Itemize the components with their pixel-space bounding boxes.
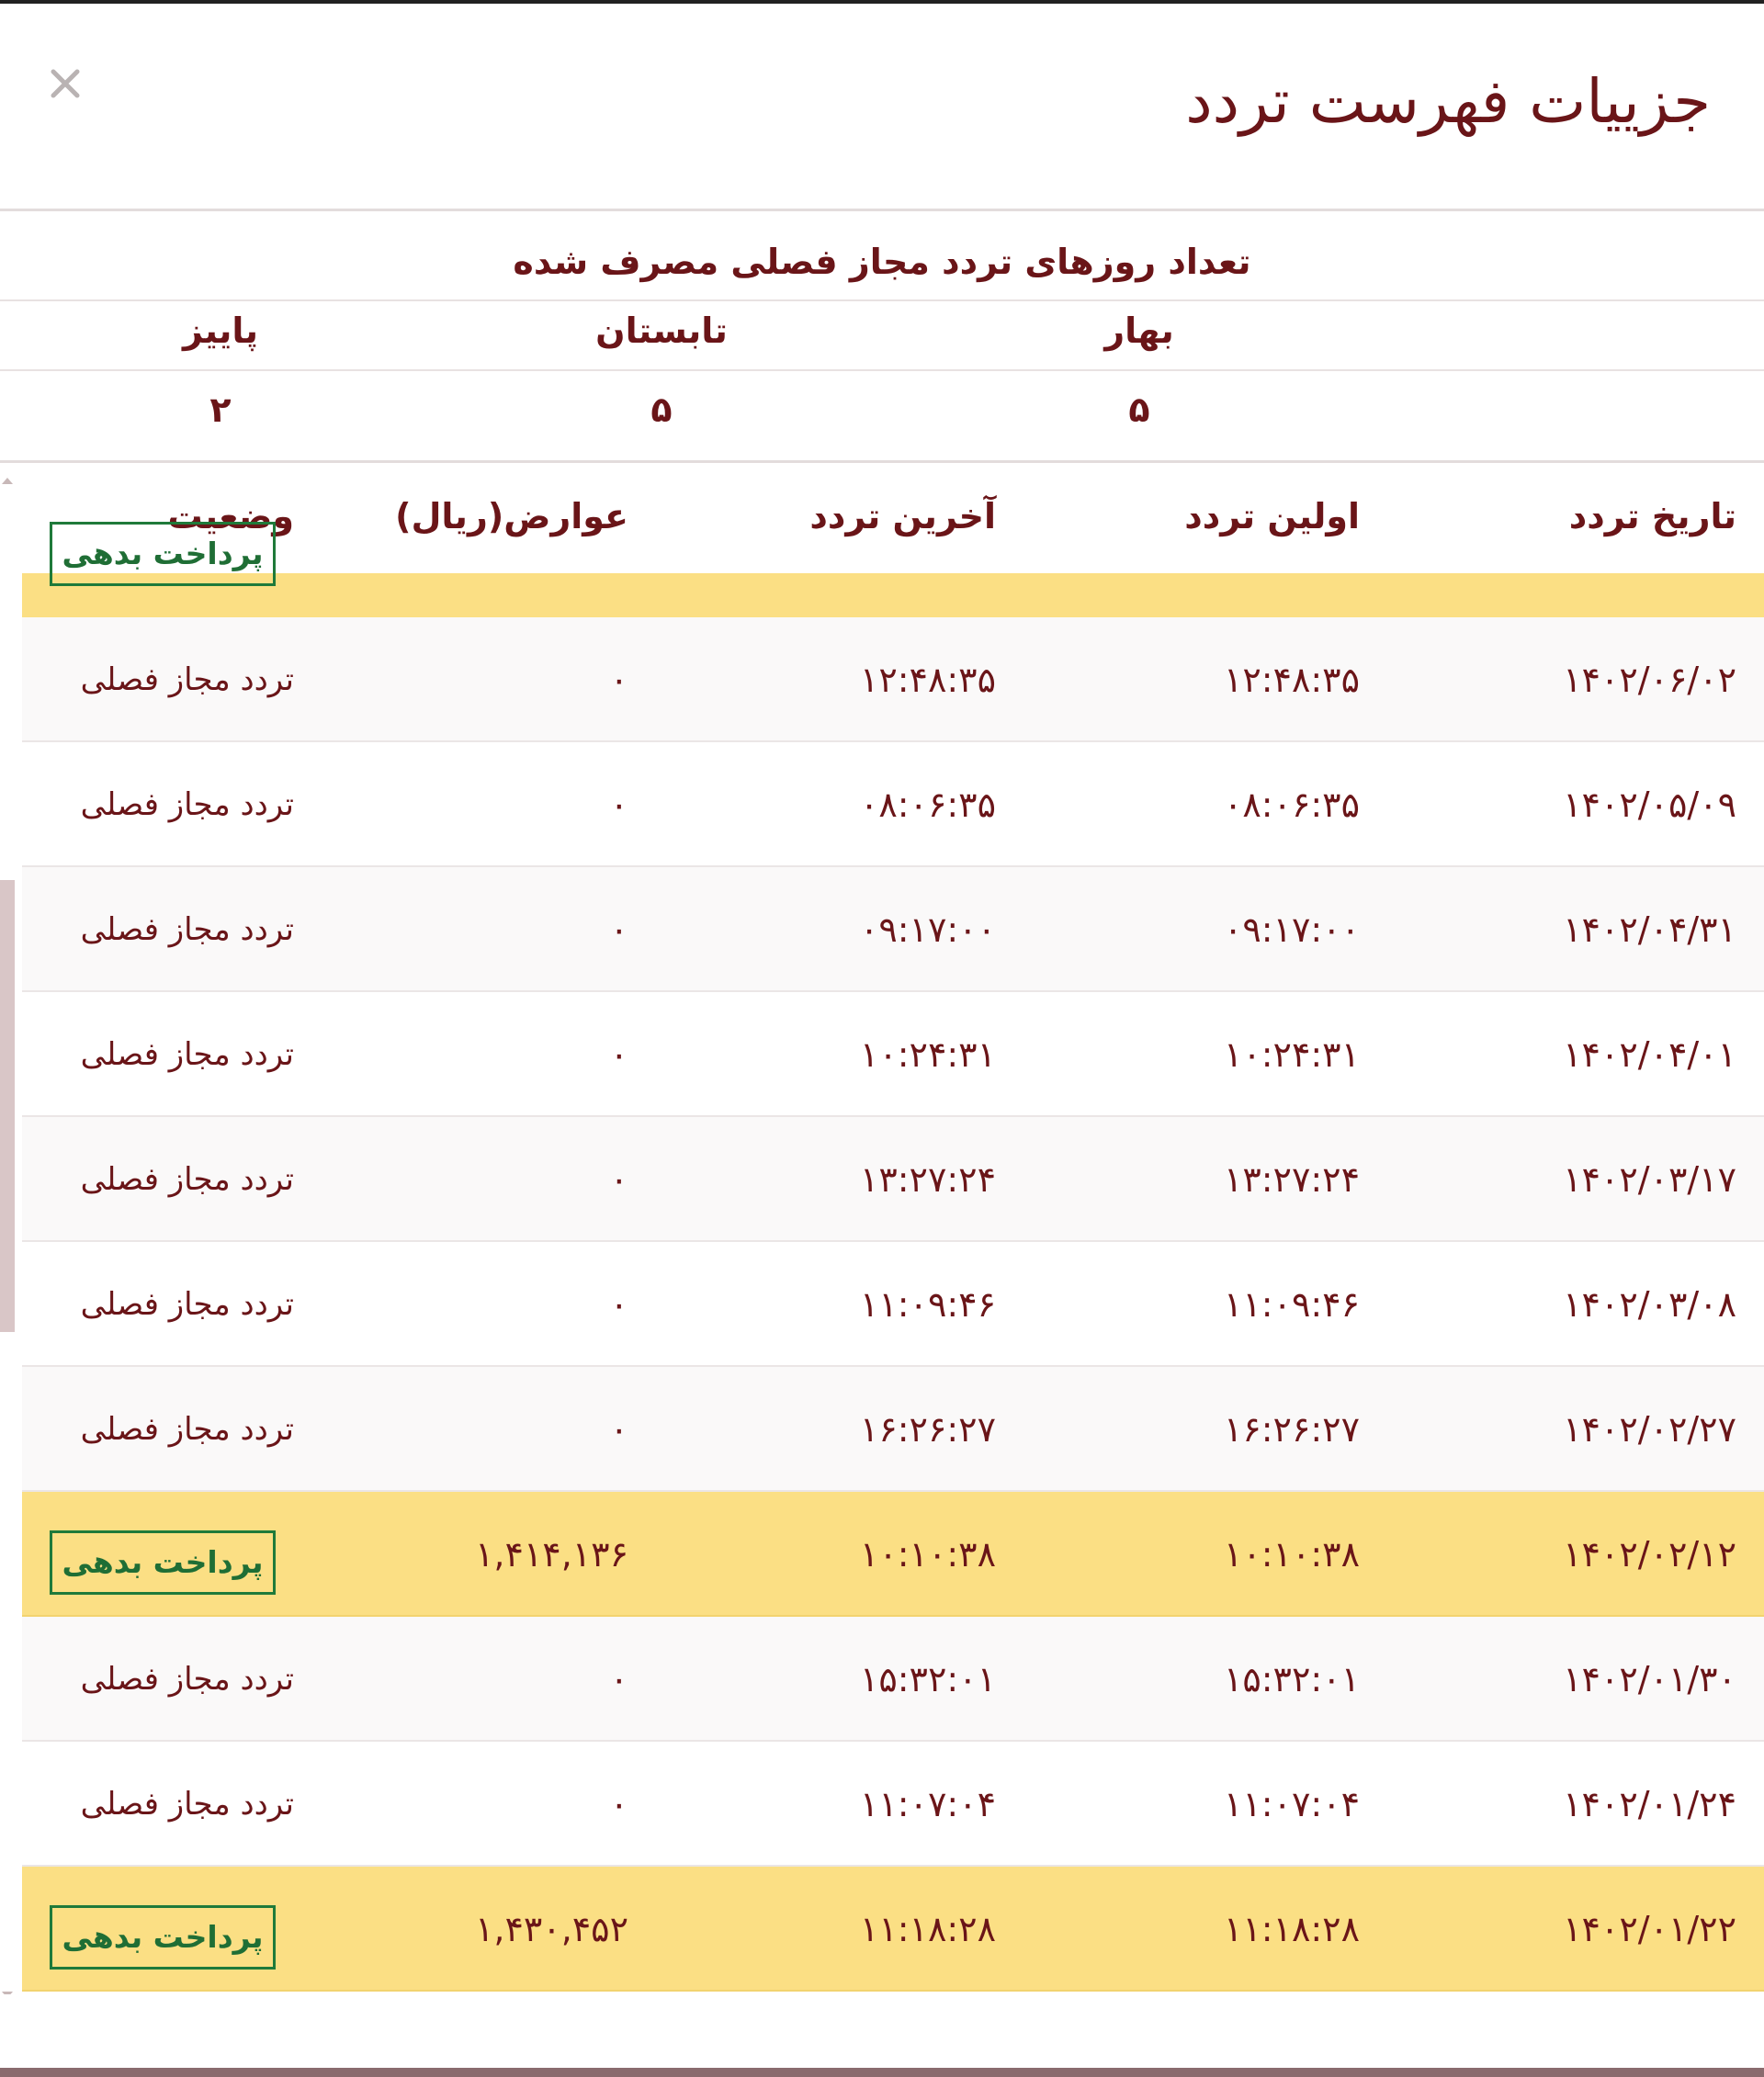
modal-bottom-border xyxy=(0,2068,1764,2077)
cell-first-entry: ۱۱:۰۹:۴۶ xyxy=(1223,1284,1360,1325)
cell-last-entry: ۱۱:۰۹:۴۶ xyxy=(859,1284,996,1325)
cell-date: ۱۴۰۲/۰۲/۲۷ xyxy=(1563,1409,1736,1450)
table-row xyxy=(22,1617,1764,1742)
cell-date: ۱۴۰۲/۰۵/۰۹ xyxy=(1563,785,1736,825)
cell-date: ۱۴۰۲/۰۱/۲۲ xyxy=(1563,1909,1736,1949)
cell-status: تردد مجاز فصلی xyxy=(80,1661,294,1698)
cell-last-entry: ۱۶:۲۶:۲۷ xyxy=(859,1409,996,1450)
scrollbar-thumb[interactable] xyxy=(0,880,15,1332)
table-row xyxy=(22,1242,1764,1367)
cell-first-entry: ۱۰:۱۰:۳۸ xyxy=(1223,1534,1360,1575)
cell-date: ۱۴۰۲/۰۳/۱۷ xyxy=(1563,1159,1736,1200)
cell-last-entry: ۱۰:۲۴:۳۱ xyxy=(859,1034,996,1075)
season-label-spring: بهار xyxy=(1104,310,1174,351)
cell-date: ۱۴۰۲/۰۶/۰۲ xyxy=(1563,660,1736,700)
cell-fee: ۰ xyxy=(609,785,628,825)
cell-fee: ۰ xyxy=(609,1284,628,1325)
table-row xyxy=(22,992,1764,1117)
scroll-up-icon[interactable] xyxy=(2,478,13,484)
cell-status: تردد مجاز فصلی xyxy=(80,1286,294,1323)
season-label-autumn: پاییز xyxy=(183,310,258,351)
cell-date: ۱۴۰۲/۰۳/۰۸ xyxy=(1563,1284,1736,1325)
table-row xyxy=(22,742,1764,867)
cell-last-entry: ۱۵:۳۲:۰۱ xyxy=(859,1659,996,1699)
cell-last-entry: ۱۰:۱۰:۳۸ xyxy=(859,1534,996,1575)
cell-date: ۱۴۰۲/۰۴/۳۱ xyxy=(1563,909,1736,950)
cell-date: ۱۴۰۲/۰۱/۳۰ xyxy=(1563,1659,1736,1699)
cell-date: ۱۴۰۲/۰۲/۱۲ xyxy=(1563,1534,1736,1575)
cell-fee: ۰ xyxy=(609,1659,628,1699)
partially-scrolled-debt-row xyxy=(22,573,1764,617)
cell-last-entry: ۰۸:۰۶:۳۵ xyxy=(859,785,996,825)
season-labels-row xyxy=(0,301,1764,371)
cell-status: تردد مجاز فصلی xyxy=(80,1411,294,1448)
close-icon[interactable] xyxy=(44,62,86,105)
header-status: وضعیت xyxy=(167,496,294,536)
header-fee: عوارض(ریال) xyxy=(395,496,628,536)
traffic-rows xyxy=(22,617,1764,1992)
header-last-entry: آخرین تردد xyxy=(809,496,996,536)
season-values-row xyxy=(0,371,1764,463)
cell-date: ۱۴۰۲/۰۴/۰۱ xyxy=(1563,1034,1736,1075)
table-row xyxy=(22,1367,1764,1492)
cell-last-entry: ۱۳:۲۷:۲۴ xyxy=(859,1159,996,1200)
cell-fee: ۰ xyxy=(609,909,628,950)
cell-status: تردد مجاز فصلی xyxy=(80,661,294,698)
cell-fee: ۰ xyxy=(609,1409,628,1450)
cell-last-entry: ۰۹:۱۷:۰۰ xyxy=(859,909,996,950)
cell-first-entry: ۱۱:۰۷:۰۴ xyxy=(1223,1784,1360,1824)
table-row-debt xyxy=(22,1492,1764,1617)
cell-fee: ۰ xyxy=(609,1034,628,1075)
cell-fee: ۰ xyxy=(609,1159,628,1200)
pay-debt-button[interactable]: پرداخت بدهی xyxy=(50,522,276,586)
cell-first-entry: ۱۲:۴۸:۳۵ xyxy=(1223,660,1360,700)
scroll-down-icon[interactable] xyxy=(2,1992,13,1994)
pay-debt-button[interactable]: پرداخت بدهی xyxy=(50,1905,276,1970)
cell-first-entry: ۱۱:۱۸:۲۸ xyxy=(1223,1909,1360,1949)
header-first-entry: اولین تردد xyxy=(1184,496,1360,536)
cell-fee: ۰ xyxy=(609,1784,628,1824)
cell-fee: ۱,۴۳۰,۴۵۲ xyxy=(474,1909,628,1949)
table-header xyxy=(22,465,1764,573)
season-value-summer: ۵ xyxy=(650,389,673,430)
season-value-autumn: ۲ xyxy=(209,389,232,430)
cell-status: تردد مجاز فصلی xyxy=(80,1036,294,1073)
season-value-spring: ۵ xyxy=(1128,389,1150,430)
pay-debt-button[interactable]: پرداخت بدهی xyxy=(50,1530,276,1595)
cell-fee: ۰ xyxy=(609,660,628,700)
header-date: تاریخ تردد xyxy=(1568,496,1736,536)
table-row xyxy=(22,617,1764,742)
cell-last-entry: ۱۱:۰۷:۰۴ xyxy=(859,1784,996,1824)
modal-header xyxy=(0,7,1764,211)
modal-title: جزییات فهرست تردد xyxy=(1185,66,1711,137)
scrollbar[interactable] xyxy=(0,465,15,1994)
table-row xyxy=(22,1742,1764,1867)
cell-status: تردد مجاز فصلی xyxy=(80,1161,294,1198)
cell-first-entry: ۱۵:۳۲:۰۱ xyxy=(1223,1659,1360,1699)
cell-status: تردد مجاز فصلی xyxy=(80,1786,294,1823)
cell-date: ۱۴۰۲/۰۱/۲۴ xyxy=(1563,1784,1736,1824)
cell-first-entry: ۱۰:۲۴:۳۱ xyxy=(1223,1034,1360,1075)
table-row xyxy=(22,867,1764,992)
cell-first-entry: ۰۸:۰۶:۳۵ xyxy=(1223,785,1360,825)
table-row xyxy=(22,1117,1764,1242)
cell-fee: ۱,۴۱۴,۱۳۶ xyxy=(474,1534,628,1575)
cell-status: تردد مجاز فصلی xyxy=(80,786,294,823)
partially-scrolled-pay-wrapper xyxy=(50,522,276,586)
season-summary-title: تعداد روزهای تردد مجاز فصلی مصرف شده xyxy=(0,211,1764,301)
cell-last-entry: ۱۲:۴۸:۳۵ xyxy=(859,660,996,700)
cell-first-entry: ۰۹:۱۷:۰۰ xyxy=(1223,909,1360,950)
cell-first-entry: ۱۶:۲۶:۲۷ xyxy=(1223,1409,1360,1450)
season-label-summer: تابستان xyxy=(595,310,728,351)
cell-last-entry: ۱۱:۱۸:۲۸ xyxy=(859,1909,996,1949)
traffic-table-scroll-area[interactable] xyxy=(0,465,1764,1994)
cell-first-entry: ۱۳:۲۷:۲۴ xyxy=(1223,1159,1360,1200)
cell-status: تردد مجاز فصلی xyxy=(80,911,294,948)
table-row-debt xyxy=(22,1867,1764,1992)
